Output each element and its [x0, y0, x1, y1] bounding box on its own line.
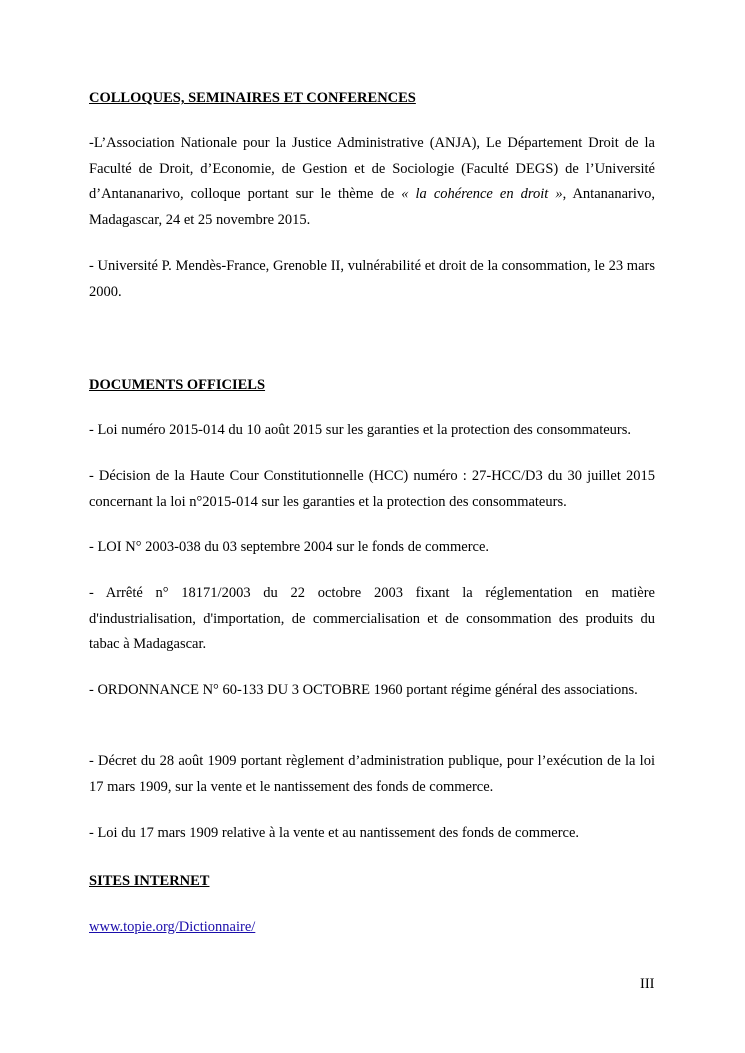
document-item-loi-2003: - LOI N° 2003-038 du 03 septembre 2004 sur le fonds de commerce.	[89, 539, 490, 555]
colloque-entry-anja-location: , Antananarivo, Madagascar, 24 et 25 novembre 2015.	[89, 186, 655, 228]
document-item-ordonnance: - ORDONNANCE N° 60-133 DU 3 OCTOBRE 1960 portant régime général des associations.	[89, 682, 638, 698]
section-heading-documents: DOCUMENTS OFFICIELS	[89, 377, 266, 393]
document-item-loi-2015: - Loi numéro 2015-014 du 10 août 2015 sur les garanties et la protection des consommateurs.	[89, 422, 632, 438]
colloque-entry-anja	[89, 131, 655, 233]
section-heading-sites: SITES INTERNET	[89, 873, 210, 889]
colloque-entry-anja-text: -L’Association Nationale pour la Justice Administrative (ANJA), Le Département Droit de la Faculté de Droit, d’Economie, de Gestion et de Sociologie (Faculté DEGS) de l’Université d’Antananarivo, colloque portant sur le thème de	[89, 135, 655, 202]
colloque-theme-italic: « la cohérence en droit »	[401, 186, 563, 202]
page-number: III	[640, 976, 655, 992]
document-item-decret: - Décret du 28 août 1909 portant règlement d’administration publique, pour l’exécution de la loi 17 mars 1909, sur la vente et le nantissement des fonds de commerce.	[89, 753, 655, 795]
document-item-loi-1909: - Loi du 17 mars 1909 relative à la vente et au nantissement des fonds de commerce.	[89, 825, 580, 841]
colloque-entry-grenoble: - Université P. Mendès-France, Grenoble II, vulnérabilité et droit de la consommation, le 23 mars 2000.	[89, 258, 655, 300]
section-heading-colloques: COLLOQUES, SEMINAIRES ET CONFERENCES	[89, 90, 416, 106]
website-link[interactable]: www.topie.org/Dictionnaire/	[89, 919, 256, 935]
document-item-decision-hcc: - Décision de la Haute Cour Constitutionnelle (HCC) numéro : 27-HCC/D3 du 30 juillet 2015 concernant la loi n°2015-014 sur les garanties et la protection des consommateurs.	[89, 468, 655, 510]
document-item-arrete: - Arrêté n° 18171/2003 du 22 octobre 2003 fixant la réglementation en matière d'industrialisation, d'importation, de commercialisation et de consommation des produits du tabac à Madagascar.	[89, 585, 655, 652]
